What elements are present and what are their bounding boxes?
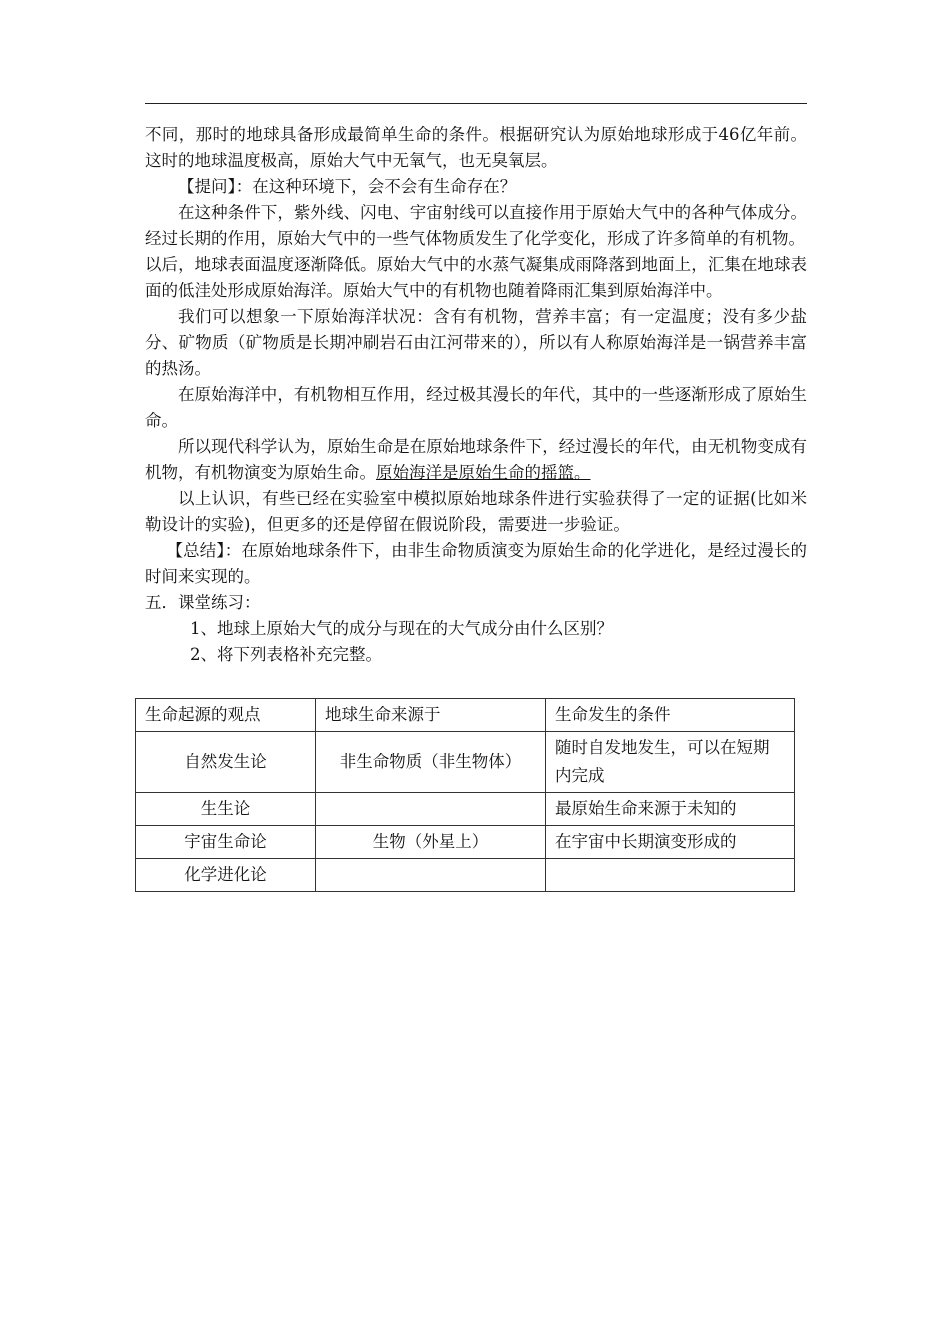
table-cell: 随时自发地发生，可以在短期内完成: [546, 732, 795, 793]
paragraph: 不同，那时的地球具备形成最简单生命的条件。根据研究认为原始地球形成于46亿年前。这时的地球温度极高，原始大气中无氧气，也无臭氧层。: [145, 125, 807, 170]
table-cell: 生生论: [136, 793, 316, 826]
table-cell: 自然发生论: [136, 732, 316, 793]
table-header-row: [136, 699, 795, 732]
paragraph: 我们可以想象一下原始海洋状况：含有有机物，营养丰富；有一定温度；没有多少盐分、矿物质（矿物质是长期冲刷岩石由江河带来的），所以有人称原始海洋是一锅营养丰富的热汤。: [145, 307, 807, 378]
life-origin-table: [135, 698, 795, 892]
header-rule: [145, 103, 807, 104]
table-cell: 在宇宙中长期演变形成的: [546, 826, 795, 859]
table-header-cell: 生命起源的观点: [136, 699, 316, 732]
paragraph: [145, 434, 807, 486]
table-row: [136, 732, 795, 793]
table-cell: 生物（外星上）: [316, 826, 546, 859]
summary-paragraph: 【总结】：在原始地球条件下，由非生命物质演变为原始生命的化学进化，是经过漫长的时间来实现的。: [145, 541, 807, 586]
section-title: 五．课堂练习：: [145, 593, 261, 612]
paragraph: 以上认识，有些已经在实验室中模拟原始地球条件进行实验获得了一定的证据(比如米勒设计的实验)，但更多的还是停留在假说阶段，需要进一步验证。: [145, 489, 807, 534]
question-prompt: 【提问】：在这种环境下，会不会有生命存在？: [178, 177, 517, 196]
table-cell: 最原始生命来源于未知的: [546, 793, 795, 826]
document-body: [145, 122, 807, 668]
exercise-question-2: 2、将下列表格补充完整。: [190, 645, 382, 664]
exercise-question-1: 1、地球上原始大气的成分与现在的大气成分由什么区别？: [190, 619, 613, 638]
table-row: [136, 826, 795, 859]
table-cell: [316, 793, 546, 826]
table-cell: 非生命物质（非生物体）: [316, 732, 546, 793]
table-cell: [546, 859, 795, 892]
table-header-cell: 生命发生的条件: [546, 699, 795, 732]
paragraph: 在原始海洋中，有机物相互作用，经过极其漫长的年代，其中的一些逐渐形成了原始生命。: [145, 385, 807, 430]
paragraph: 在这种条件下，紫外线、闪电、宇宙射线可以直接作用于原始大气中的各种气体成分。经过长期的作用，原始大气中的一些气体物质发生了化学变化，形成了许多简单的有机物。: [145, 203, 807, 248]
table-cell: 化学进化论: [136, 859, 316, 892]
table-cell: 宇宙生命论: [136, 826, 316, 859]
table-header-cell: 地球生命来源于: [316, 699, 546, 732]
paragraph-text: 所以现代科学认为，原始生命是在原始地球条件下，经过漫长的年代，由无机物变成有机物，有机物演变为原始生命。: [145, 437, 807, 482]
paragraph: 以后，地球表面温度逐渐降低。原始大气中的水蒸气凝集成雨降落到地面上，汇集在地球表面的低洼处形成原始海洋。原始大气中的有机物也随着降雨汇集到原始海洋中。: [145, 255, 807, 300]
underlined-conclusion: 原始海洋是原始生命的摇篮。: [376, 463, 591, 482]
table-row: [136, 859, 795, 892]
table-cell: [316, 859, 546, 892]
table-row: [136, 793, 795, 826]
